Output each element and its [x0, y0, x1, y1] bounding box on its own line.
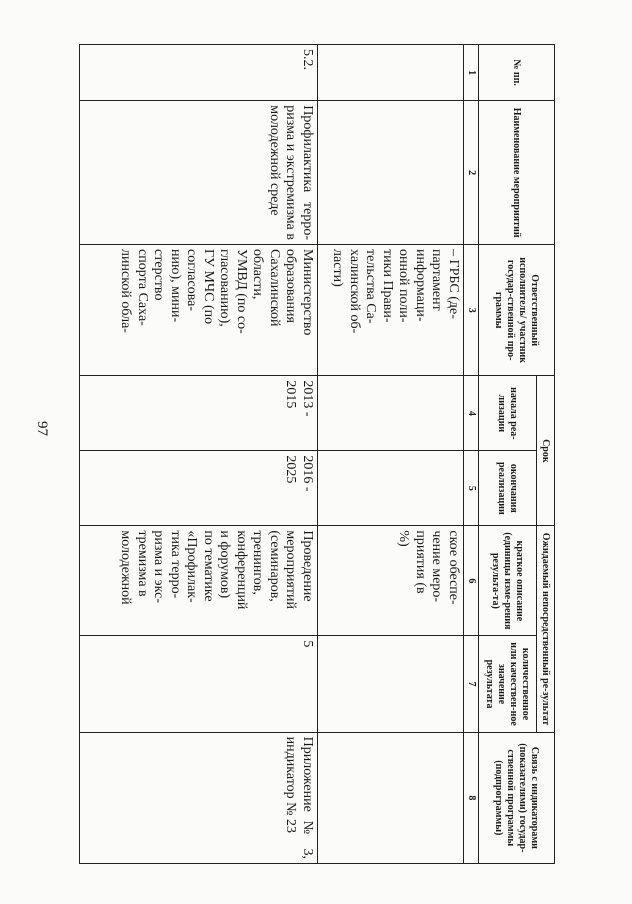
column-numbers-row — [464, 45, 479, 864]
table-row — [80, 45, 318, 864]
row-end: 2016 - 2025 — [80, 451, 318, 526]
row-start — [318, 376, 464, 451]
header-srok: Срок — [537, 376, 555, 526]
row-value — [318, 636, 464, 732]
activities-table — [79, 44, 555, 864]
header-start: начала реа-лизации — [479, 376, 537, 451]
col-number: 6 — [464, 526, 479, 636]
row-name: Профилактика терро-ризма и экстремизма в молодежной среде — [80, 101, 318, 245]
table-row — [318, 45, 464, 864]
row-end — [318, 451, 464, 526]
row-desc: ское обеспе- чение меро- приятия (в %) — [318, 526, 464, 636]
row-name — [318, 101, 464, 245]
header-num: № пп. — [479, 45, 555, 101]
row-link — [318, 732, 464, 863]
row-link: Приложение № 3, индикатор № 23 — [80, 732, 318, 863]
header-end: окончания реализации — [479, 451, 537, 526]
header-name: Наименование мероприятий — [479, 101, 555, 245]
col-number: 4 — [464, 376, 479, 451]
header-executor: Ответственный исполнитель/ участник государ-ственной про-граммы — [479, 245, 555, 376]
col-number: 2 — [464, 101, 479, 245]
row-executor: Министерство образования Сахалинской области, УМВД (по со- гласованию), ГУ МЧС (по согласова- нию), мини- стерство спорта Саха- линской обла- — [80, 245, 318, 376]
col-number: 3 — [464, 245, 479, 376]
rotated-table-container — [79, 44, 555, 864]
row-start: 2013 - 2015 — [80, 376, 318, 451]
row-executor: – ГРБС (де- партамент информаци- онной поли- тики Прави- тельства Са- халинской об- ласти) — [318, 245, 464, 376]
row-desc: Проведение мероприятий (семинаров, тренингов, конференций и форумов) по тематике «Профилак- тика терро- ризма и экс- тремизма в молодежной — [80, 526, 318, 636]
header-link: Связь с индикаторами (показателями) государ-ственной программы (подпрограммы) — [479, 732, 555, 863]
row-num: 5.2. — [80, 45, 318, 101]
col-number: 8 — [464, 732, 479, 863]
col-number: 1 — [464, 45, 479, 101]
header-value: количественное или качествен-ное значение результата — [479, 636, 537, 732]
header-expected: Ожидаемый непосредственный ре-зультат — [537, 526, 555, 732]
col-number: 5 — [464, 451, 479, 526]
row-num — [318, 45, 464, 101]
col-number: 7 — [464, 636, 479, 732]
page-number: 97 — [34, 421, 50, 436]
header-desc: краткое описание (единицы изме-рения результа-та) — [479, 526, 537, 636]
row-value: 5 — [80, 636, 318, 732]
